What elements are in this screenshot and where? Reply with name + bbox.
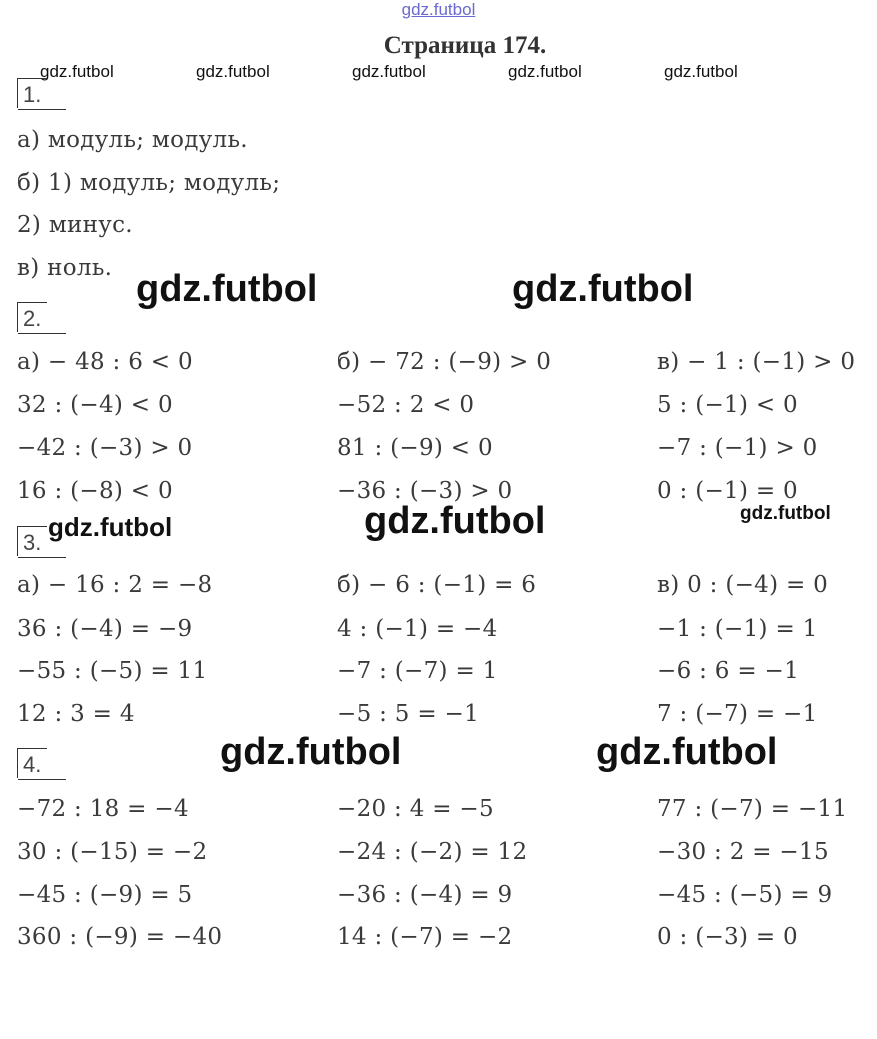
section-4-cell: 0 : (−3) = 0 <box>657 924 798 950</box>
section-1-line: б) 1) модуль; модуль; <box>17 170 281 196</box>
watermark: gdz.futbol <box>596 731 778 773</box>
section-3-cell: б) − 6 : (−1) = 6 <box>337 572 537 598</box>
section-2-cell: 32 : (−4) < 0 <box>17 392 173 418</box>
watermark: gdz.futbol <box>40 62 114 81</box>
section-4-cell: −30 : 2 = −15 <box>657 839 829 865</box>
watermark: gdz.futbol <box>136 268 318 310</box>
section-2-cell: а) − 48 : 6 < 0 <box>17 349 193 375</box>
watermark: gdz.futbol <box>48 512 173 542</box>
section-2-cell: 0 : (−1) = 0 <box>657 478 798 504</box>
section-4-cell: −24 : (−2) = 12 <box>337 839 528 865</box>
section-2-cell: в) − 1 : (−1) > 0 <box>657 349 856 375</box>
section-3-cell: −7 : (−7) = 1 <box>337 658 498 684</box>
section-3-cell: 4 : (−1) = −4 <box>337 616 498 642</box>
section-4-cell: 360 : (−9) = −40 <box>17 924 223 950</box>
section-1-line: 2) минус. <box>17 212 133 238</box>
section-2-number: 2. <box>17 302 47 332</box>
section-3-cell: 12 : 3 = 4 <box>17 701 135 727</box>
section-2-cell: 5 : (−1) < 0 <box>657 392 798 418</box>
section-2-cell: −36 : (−3) > 0 <box>337 478 513 504</box>
section-4-cell: −45 : (−5) = 9 <box>657 882 833 908</box>
page-title: Страница 174. <box>383 32 547 59</box>
section-4-cell: 77 : (−7) = −11 <box>657 796 848 822</box>
section-3-cell: 7 : (−7) = −1 <box>657 701 818 727</box>
watermark: gdz.futbol <box>740 503 831 524</box>
section-2-cell: −52 : 2 < 0 <box>337 392 475 418</box>
watermark: gdz.futbol <box>352 62 426 81</box>
section-1-number: 1. <box>17 78 47 108</box>
section-4-cell: −72 : 18 = −4 <box>17 796 189 822</box>
section-3-cell: −5 : 5 = −1 <box>337 701 480 727</box>
watermark: gdz.futbol <box>508 62 582 81</box>
section-2-cell: −7 : (−1) > 0 <box>657 435 818 461</box>
section-3-cell: 36 : (−4) = −9 <box>17 616 193 642</box>
section-2-cell: б) − 72 : (−9) > 0 <box>337 349 552 375</box>
section-3-number: 3. <box>17 526 47 556</box>
section-4-cell: 14 : (−7) = −2 <box>337 924 513 950</box>
section-2-cell: 81 : (−9) < 0 <box>337 435 493 461</box>
watermark: gdz.futbol <box>664 62 738 81</box>
watermark: gdz.futbol <box>196 62 270 81</box>
section-3-cell: а) − 16 : 2 = −8 <box>17 572 213 598</box>
section-4-cell: −45 : (−9) = 5 <box>17 882 193 908</box>
section-3-cell: −1 : (−1) = 1 <box>657 616 818 642</box>
section-2-cell: −42 : (−3) > 0 <box>17 435 193 461</box>
section-2-cell: 16 : (−8) < 0 <box>17 478 173 504</box>
watermark: gdz.futbol <box>364 500 546 542</box>
section-4-cell: 30 : (−15) = −2 <box>17 839 208 865</box>
watermark: gdz.futbol <box>512 268 694 310</box>
section-4-cell: −36 : (−4) = 9 <box>337 882 513 908</box>
section-4-number: 4. <box>17 748 47 778</box>
section-1-line: а) модуль; модуль. <box>17 127 248 153</box>
watermark-top: gdz.futbol <box>401 0 476 19</box>
watermark: gdz.futbol <box>220 731 402 773</box>
section-1-line: в) ноль. <box>17 255 113 281</box>
section-3-cell: −55 : (−5) = 11 <box>17 658 208 684</box>
section-4-cell: −20 : 4 = −5 <box>337 796 494 822</box>
section-3-cell: −6 : 6 = −1 <box>657 658 800 684</box>
section-3-cell: в) 0 : (−4) = 0 <box>657 572 829 598</box>
